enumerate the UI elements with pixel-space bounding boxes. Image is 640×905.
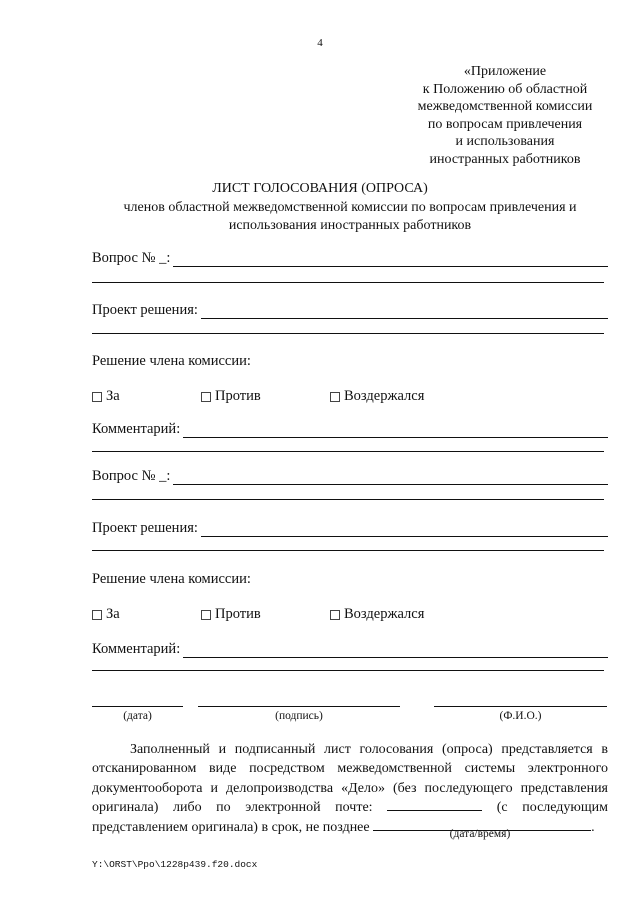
question-field[interactable] xyxy=(92,249,608,267)
option-for[interactable] xyxy=(92,606,120,623)
option-for[interactable] xyxy=(92,388,120,405)
instructions-text: Заполненный и подписанный лист голосования (опроса) представляется в отсканированном виде посредством межведомственной системы электронного документооборота и делопроизводства «Дело» (без последующего представления оригинала) либо по электронной почте: xyxy=(92,742,608,816)
comment-line[interactable] xyxy=(183,644,608,658)
appendix-line: к Положению об областной xyxy=(422,81,588,97)
checkbox-icon[interactable] xyxy=(330,610,340,620)
question-label: Вопрос № _: xyxy=(92,468,171,484)
date-caption: (дата) xyxy=(123,710,152,722)
draft-decision-field[interactable] xyxy=(92,519,608,537)
file-path-footer: Y:\ORST\Ppo\1228p439.f20.docx xyxy=(92,859,258,870)
checkbox-icon[interactable] xyxy=(201,392,211,402)
question-continuation-line[interactable] xyxy=(92,499,604,500)
option-against[interactable] xyxy=(201,606,261,623)
comment-line[interactable] xyxy=(183,424,608,438)
decision-label: Решение члена комиссии: xyxy=(92,571,251,587)
appendix-line: и использования xyxy=(455,134,555,149)
datetime-caption: (дата/время) xyxy=(449,828,511,840)
question-continuation-line[interactable] xyxy=(92,282,604,283)
comment-continuation-line[interactable] xyxy=(92,670,604,671)
draft-decision-label: Проект решения: xyxy=(92,302,198,318)
email-blank[interactable] xyxy=(387,800,482,811)
comment-field[interactable] xyxy=(92,640,608,658)
page-number: 4 xyxy=(317,37,323,49)
option-label: За xyxy=(106,388,120,404)
appendix-line: иностранных работников xyxy=(429,151,581,167)
option-label: Воздержался xyxy=(344,606,425,622)
document-subtitle: членов областной межведомственной комиссии по вопросам привлечения и использования иностранных работников xyxy=(123,200,577,233)
appendix-note xyxy=(385,63,625,168)
checkbox-icon[interactable] xyxy=(330,392,340,402)
question-line[interactable] xyxy=(173,471,608,485)
comment-label: Комментарий: xyxy=(92,421,181,437)
draft-decision-field[interactable] xyxy=(92,301,608,319)
option-abstain[interactable] xyxy=(330,606,424,623)
option-label: Против xyxy=(215,388,261,404)
name-caption: (Ф.И.О.) xyxy=(499,710,542,722)
comment-field[interactable] xyxy=(92,420,608,438)
instructions-text: . xyxy=(591,819,595,835)
option-label: Воздержался xyxy=(344,388,425,404)
draft-decision-line[interactable] xyxy=(201,523,608,537)
document-title: ЛИСТ ГОЛОСОВАНИЯ (ОПРОСА) xyxy=(212,181,428,196)
comment-label: Комментарий: xyxy=(92,641,181,657)
signature-caption: (подпись) xyxy=(275,710,323,722)
signature-line[interactable] xyxy=(198,706,400,707)
comment-continuation-line[interactable] xyxy=(92,451,604,452)
checkbox-icon[interactable] xyxy=(201,610,211,620)
date-line[interactable] xyxy=(92,706,183,707)
draft-decision-line[interactable] xyxy=(201,305,608,319)
name-line[interactable] xyxy=(434,706,607,707)
option-label: За xyxy=(106,606,120,622)
appendix-line: по вопросам привлечения xyxy=(427,116,583,132)
question-field[interactable] xyxy=(92,467,608,485)
option-abstain[interactable] xyxy=(330,388,424,405)
decision-label: Решение члена комиссии: xyxy=(92,353,251,369)
draft-decision-continuation-line[interactable] xyxy=(92,550,604,551)
checkbox-icon[interactable] xyxy=(92,392,102,402)
instructions-paragraph xyxy=(92,740,608,837)
draft-decision-label: Проект решения: xyxy=(92,520,198,536)
appendix-line: «Приложение xyxy=(463,64,547,79)
draft-decision-continuation-line[interactable] xyxy=(92,333,604,334)
option-label: Против xyxy=(215,606,261,622)
option-against[interactable] xyxy=(201,388,261,405)
checkbox-icon[interactable] xyxy=(92,610,102,620)
question-line[interactable] xyxy=(173,253,608,267)
instructions-text: (с последующим представлением оригинала) в срок, не позднее xyxy=(92,800,609,835)
question-label: Вопрос № _: xyxy=(92,250,171,266)
appendix-line: межведомственной комиссии xyxy=(417,99,593,114)
